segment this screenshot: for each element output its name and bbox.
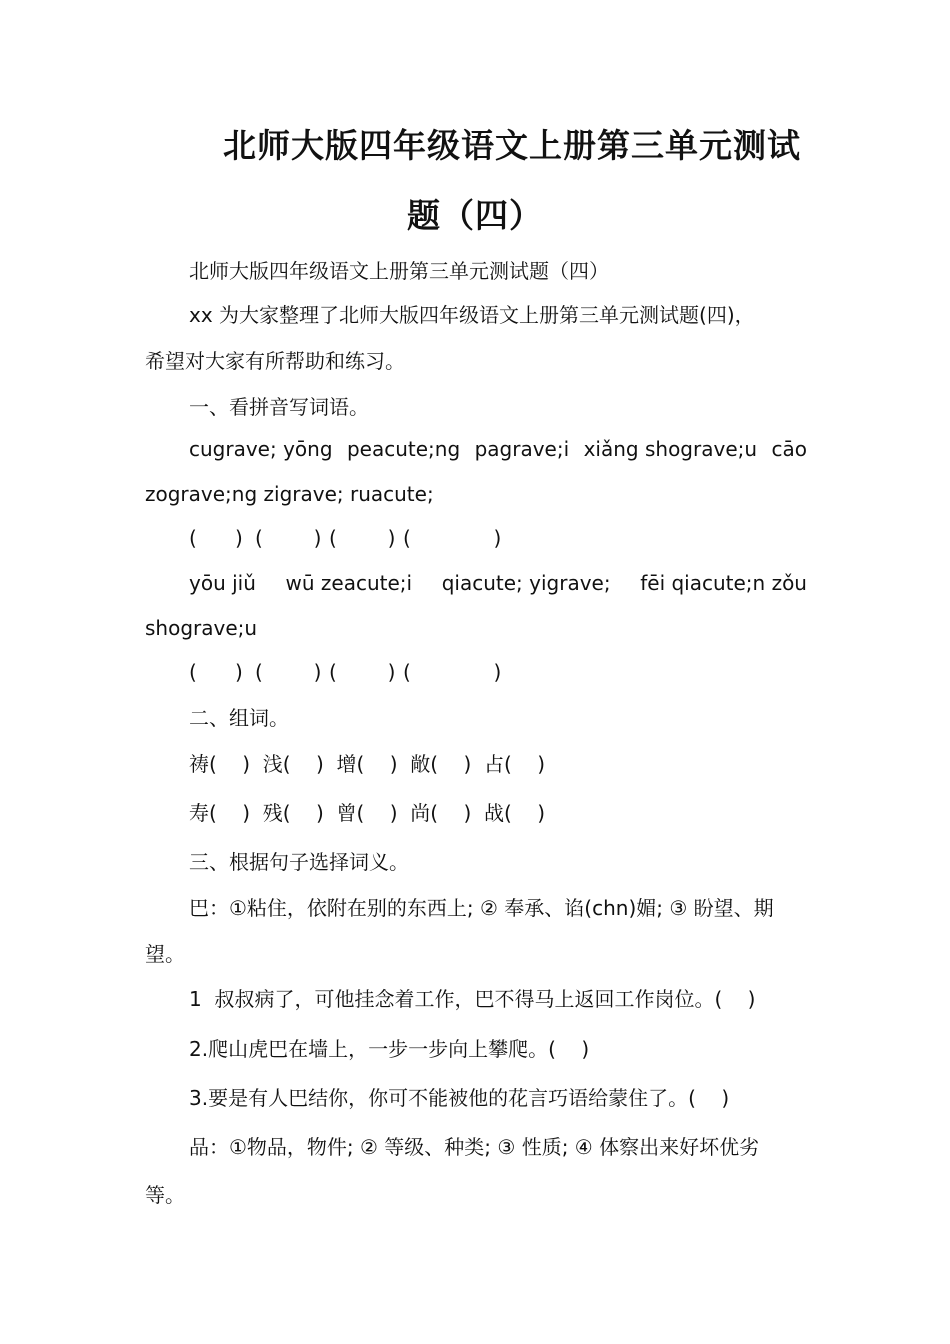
section2-heading: 二、组词。 [189, 706, 289, 730]
answer-bracket: ( ) [255, 526, 322, 550]
ba-definition-line2: 望。 [145, 942, 185, 966]
zuci-row1: 祷( ) 浅( ) 增( ) 敞( ) 占( ) [189, 752, 546, 776]
pin-definition-line2: 等。 [145, 1183, 185, 1207]
doc-title-line2: 题（四） [407, 196, 543, 235]
pinyin-item: cugrave; yōng [189, 437, 333, 461]
answer-brackets-row1 [145, 523, 851, 553]
question-3: 3.要是有人巴结你，你可不能被他的花言巧语给蒙住了。( ) [189, 1086, 730, 1110]
doc-title-line1: 北师大版四年级语文上册第三单元测试 [223, 126, 801, 165]
section3-heading: 三、根据句子选择词义。 [189, 850, 409, 874]
answer-brackets-row2 [145, 657, 851, 687]
pinyin-item: cāo [771, 437, 807, 461]
pinyin-item: qiacute; yigrave; [441, 571, 611, 595]
answer-bracket: ( ) [189, 526, 243, 550]
question-2: 2.爬山虎巴在墙上，一步一步向上攀爬。( ) [189, 1037, 590, 1061]
pin-definition-line1: 品：①物品，物件; ② 等级、种类; ③ 性质; ④ 体察出来好坏优劣 [189, 1135, 760, 1159]
answer-bracket: ( ) [403, 660, 502, 684]
ba-definition-line1: 巴：①粘住，依附在别的东西上; ② 奉承、谄(chn)媚; ③ 盼望、期 [189, 896, 774, 920]
pinyin-item: xiǎng shograve;u [583, 437, 758, 461]
pinyin-item: peacute;ng [346, 437, 461, 461]
pinyin-row2 [145, 568, 807, 598]
pinyin-row1-continued: zograve;ng zigrave; ruacute; [145, 482, 434, 506]
answer-bracket: ( ) [403, 526, 502, 550]
pinyin-item: yōu jiǔ [189, 571, 256, 595]
intro-line2: 希望对大家有所帮助和练习。 [145, 349, 405, 373]
intro-line1: xx 为大家整理了北师大版四年级语文上册第三单元测试题(四)， [189, 303, 755, 327]
zuci-row2: 寿( ) 残( ) 曾( ) 尚( ) 战( ) [189, 801, 546, 825]
section1-heading: 一、看拼音写词语。 [189, 395, 369, 419]
pinyin-row2-continued: shograve;u [145, 616, 258, 640]
pinyin-item: fēi qiacute;n zǒu [640, 571, 807, 595]
pinyin-item: wū zeacute;i [285, 571, 413, 595]
answer-bracket: ( ) [255, 660, 322, 684]
answer-bracket: ( ) [329, 660, 396, 684]
answer-bracket: ( ) [329, 526, 396, 550]
pinyin-item: pagrave;i [474, 437, 570, 461]
doc-subtitle: 北师大版四年级语文上册第三单元测试题（四） [189, 259, 609, 283]
question-1: 1 叔叔病了，可他挂念着工作，巴不得马上返回工作岗位。( ) [189, 987, 756, 1011]
pinyin-row1 [145, 434, 807, 464]
answer-bracket: ( ) [189, 660, 243, 684]
